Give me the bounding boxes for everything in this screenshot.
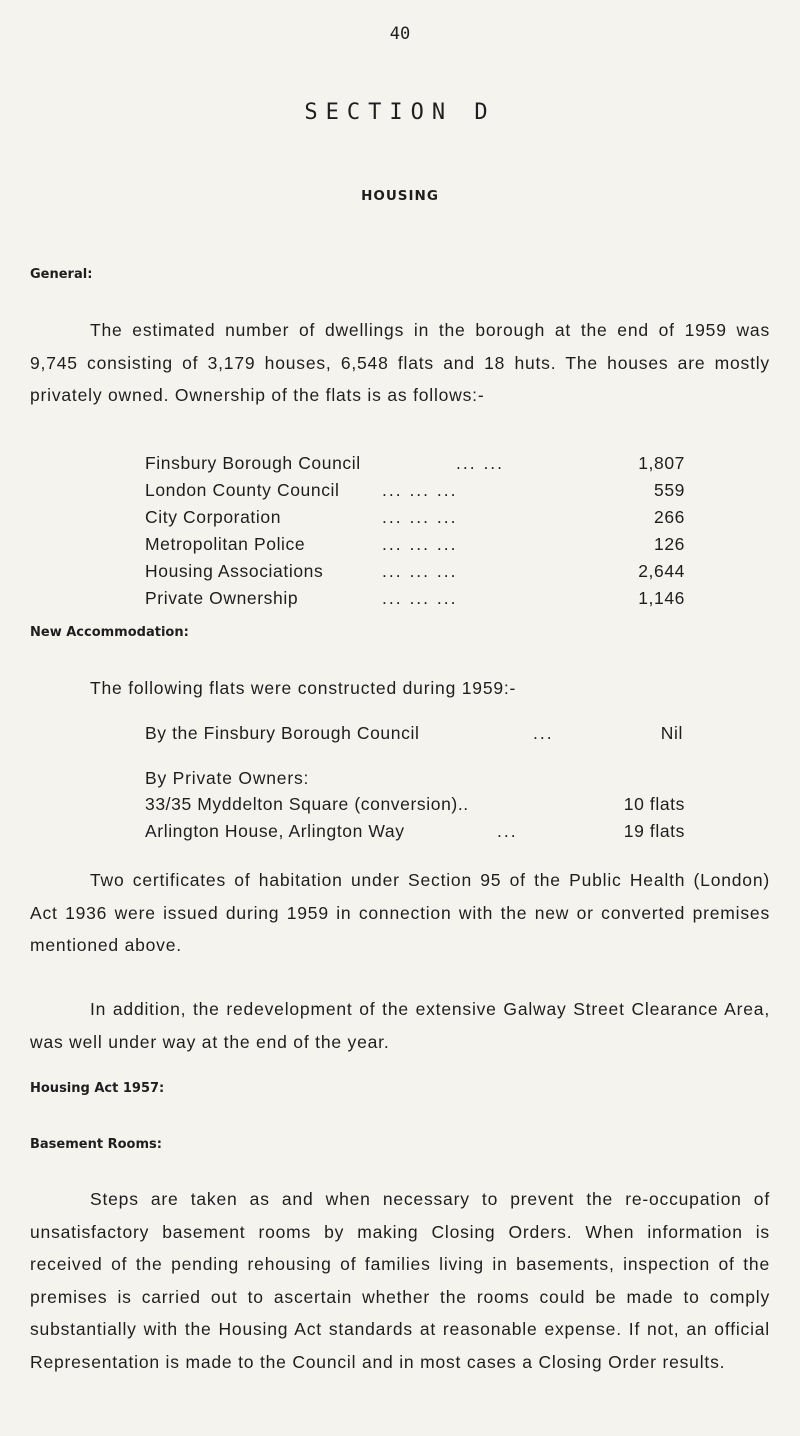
leader-dots: ... xyxy=(533,723,554,743)
redevelopment-paragraph: In addition, the redevelopment of the extensive Galway Street Clearance Area, was well under way at the end of the year. xyxy=(30,999,770,1052)
private-item-value: 19 flats xyxy=(623,821,685,841)
ownership-count: 266 xyxy=(654,507,685,527)
housing-act-label: Housing Act 1957: xyxy=(30,1081,165,1096)
housing-heading: HOUSING xyxy=(361,188,439,204)
new-accommodation-label: New Accommodation: xyxy=(30,625,189,640)
ownership-row xyxy=(145,453,685,477)
ownership-owner: Housing Associations xyxy=(145,561,324,581)
page-number: 40 xyxy=(389,24,411,44)
general-label: General: xyxy=(30,267,93,282)
ownership-row xyxy=(145,588,685,612)
ownership-count: 1,807 xyxy=(638,453,685,473)
private-item-name: Arlington House, Arlington Way xyxy=(145,821,405,841)
basement-rooms-label: Basement Rooms: xyxy=(30,1137,162,1152)
ownership-count: 2,644 xyxy=(638,561,685,581)
council-label: By the Finsbury Borough Council xyxy=(145,723,420,743)
ownership-count: 559 xyxy=(654,480,685,500)
private-item-row xyxy=(145,794,685,818)
private-item-value: 10 flats xyxy=(623,794,685,814)
certificates-paragraph: Two certificates of habitation under Section 95 of the Public Health (London) Act 1936 were issued during 1959 in connection with the new or converted premises mentioned above. xyxy=(30,870,770,955)
leader-dots: ... ... ... xyxy=(382,507,458,527)
leader-dots: ... ... ... xyxy=(382,534,458,554)
section-title: SECTION D xyxy=(304,100,496,125)
private-item-row xyxy=(145,821,685,845)
ownership-row xyxy=(145,507,685,531)
ownership-owner: Metropolitan Police xyxy=(145,534,306,554)
council-value: Nil xyxy=(660,723,683,743)
basement-paragraph: Steps are taken as and when necessary to prevent the re-occupation of unsatisfactory basement rooms by making Closing Orders. When information is received of the pending rehousing of families living in basements, inspection of the premises is carried out to ascertain whether the rooms could be made to comply substantially with the Housing Act standards at reasonable expense. If not, an official Representation is made to the Council and in most cases a Closing Order results. xyxy=(30,1189,770,1372)
ownership-row xyxy=(145,534,685,558)
ownership-owner: London County Council xyxy=(145,480,340,500)
private-owners-label: By Private Owners: xyxy=(145,768,310,788)
ownership-count: 126 xyxy=(654,534,685,554)
new-accommodation-intro: The following flats were constructed during 1959:- xyxy=(90,678,517,698)
ownership-owner: Private Ownership xyxy=(145,588,299,608)
leader-dots: ... ... ... xyxy=(382,588,458,608)
ownership-row xyxy=(145,480,685,504)
ownership-row xyxy=(145,561,685,585)
ownership-owner: Finsbury Borough Council xyxy=(145,453,361,473)
leader-dots: ... ... ... xyxy=(382,480,458,500)
ownership-owner: City Corporation xyxy=(145,507,282,527)
leader-dots: ... xyxy=(497,821,518,841)
council-row xyxy=(145,723,683,747)
private-item-name: 33/35 Myddelton Square (conversion).. xyxy=(145,794,469,814)
leader-dots: ... ... ... xyxy=(382,561,458,581)
ownership-count: 1,146 xyxy=(638,588,685,608)
general-paragraph: The estimated number of dwellings in the borough at the end of 1959 was 9,745 consisting of 3,179 houses, 6,548 flats and 18 huts. The houses are mostly privately owned. Ownership of the flats is as follows:- xyxy=(30,320,770,405)
leader-dots: ... ... xyxy=(456,453,505,473)
